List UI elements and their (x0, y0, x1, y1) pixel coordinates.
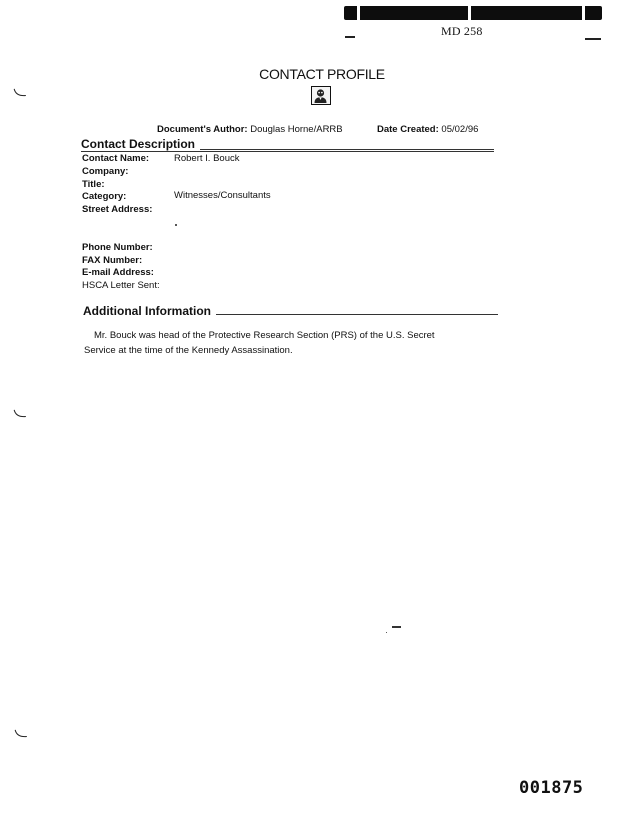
contact-name-value: Robert I. Bouck (174, 153, 240, 164)
email-address-label: E-mail Address: (82, 267, 154, 278)
section-rule (216, 314, 498, 315)
section-rule (200, 149, 494, 150)
author-label: Document's Author: (157, 124, 248, 135)
section-rule (81, 151, 494, 152)
additional-information-heading: Additional Information (83, 304, 211, 318)
fax-number-label: FAX Number: (82, 255, 143, 266)
date-value: 05/02/96 (441, 124, 479, 135)
contact-name-label: Contact Name: (82, 153, 150, 164)
author-row (157, 124, 343, 135)
redaction-gap (357, 6, 360, 20)
margin-dash (585, 38, 601, 40)
date-label: Date Created: (377, 124, 439, 135)
punch-hole-mark (13, 88, 27, 98)
page-title: CONTACT PROFILE (259, 66, 385, 82)
phone-number-label: Phone Number: (82, 242, 153, 253)
stray-mark (392, 626, 401, 628)
paragraph-line: Mr. Bouck was head of the Protective Research Section (PRS) of the U.S. Secret (94, 330, 435, 341)
punch-hole-mark (13, 409, 27, 419)
category-value: Witnesses/Consultants (174, 190, 271, 201)
author-value: Douglas Horne/ARRB (250, 124, 343, 135)
contact-description-heading: Contact Description (81, 137, 196, 151)
person-portrait-icon (311, 86, 331, 105)
redaction-bar (344, 6, 602, 20)
street-address-label: Street Address: (82, 204, 153, 215)
redaction-gap (468, 6, 471, 20)
page-stamp-number: 001875 (519, 778, 584, 798)
redaction-gap (582, 6, 585, 20)
punch-hole-mark (14, 729, 28, 739)
additional-information-text (84, 328, 484, 358)
hsca-letter-sent-label: HSCA Letter Sent: (82, 280, 160, 291)
stray-mark (386, 632, 387, 633)
title-label: Title: (82, 179, 105, 190)
stray-mark (175, 224, 177, 226)
document-id: MD 258 (441, 24, 483, 38)
margin-dash (345, 36, 355, 38)
category-label: Category: (82, 191, 127, 202)
paragraph-line: Service at the time of the Kennedy Assassination. (84, 345, 293, 356)
date-row (377, 124, 478, 135)
company-label: Company: (82, 166, 129, 177)
